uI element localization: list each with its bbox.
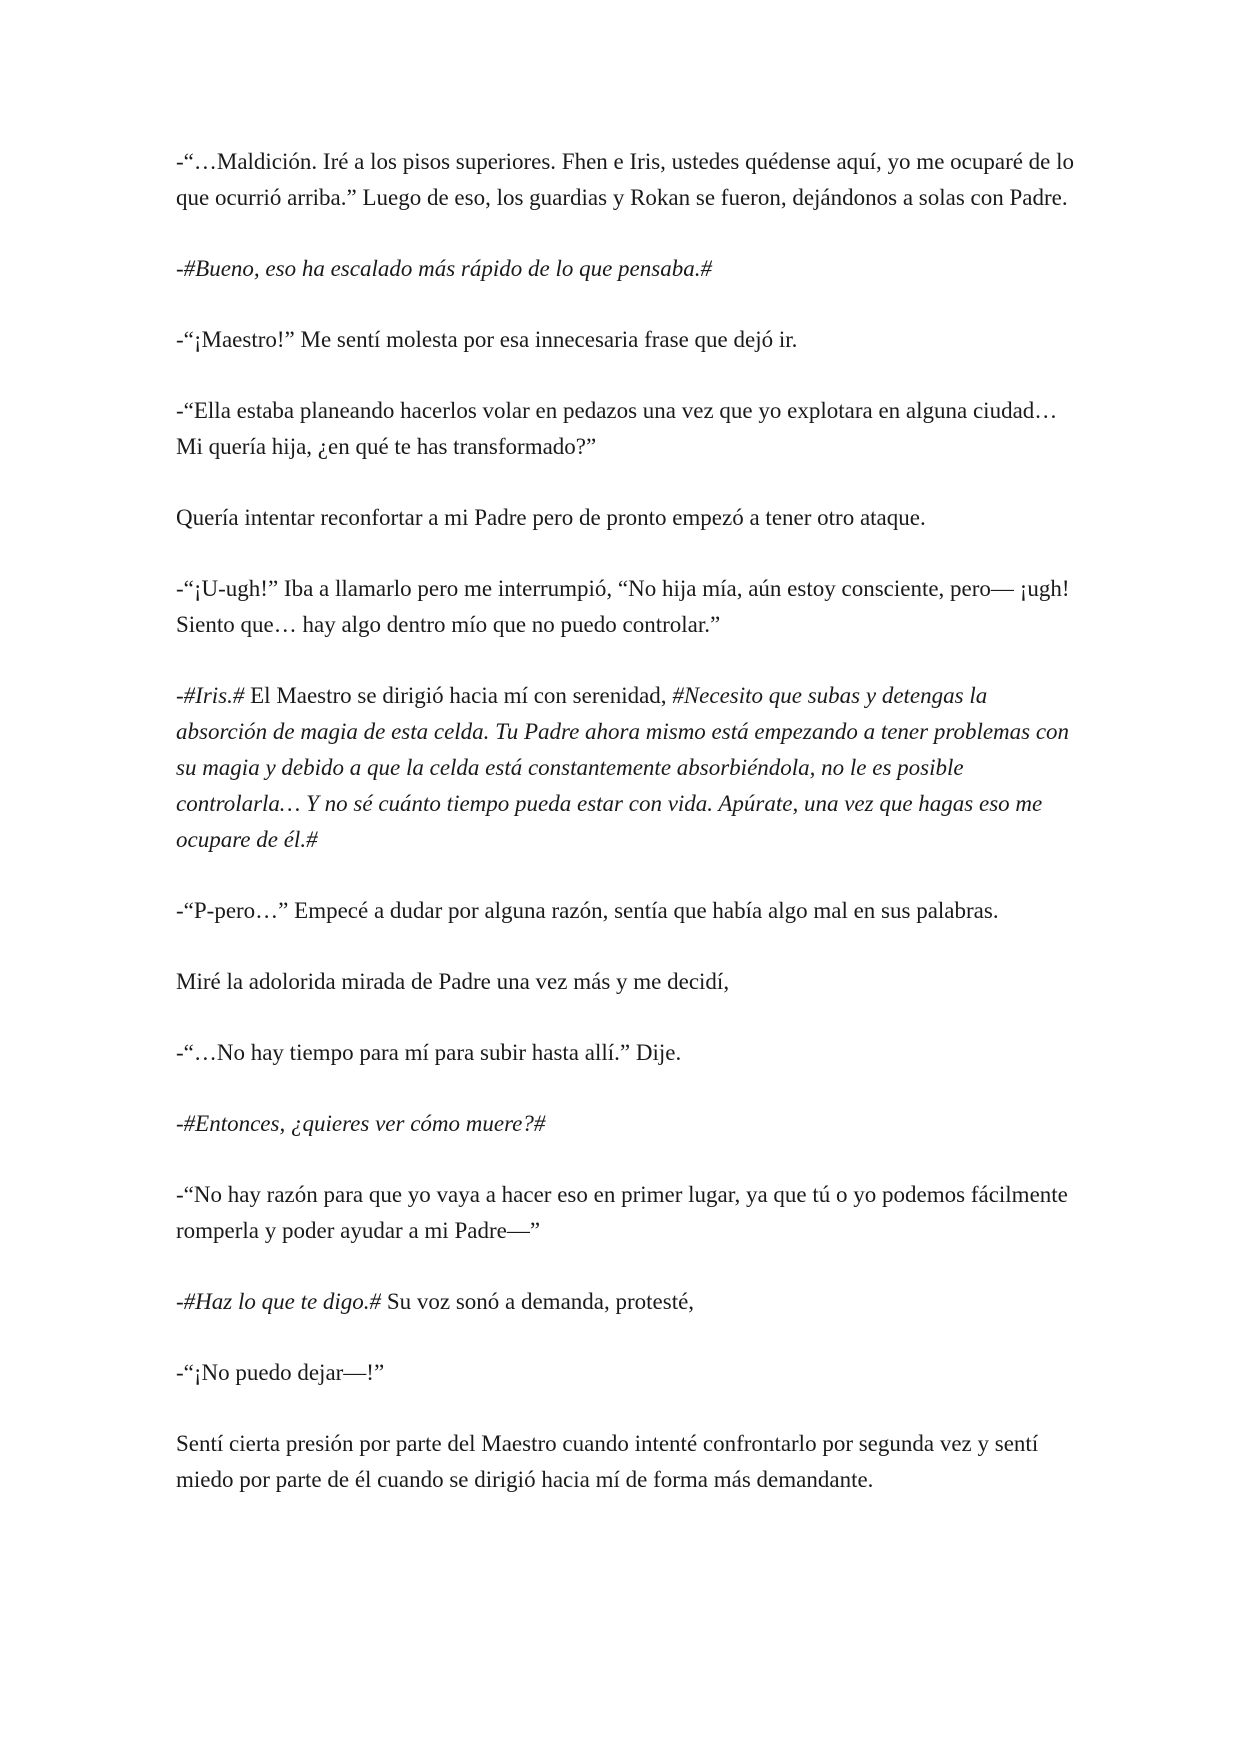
paragraph-text: -“P-pero…” Empecé a dudar por alguna razón, sentía que había algo mal en sus palabras. <box>176 898 999 923</box>
paragraph-text: -“…Maldición. Iré a los pisos superiores. Fhen e Iris, ustedes quédense aquí, yo me ocuparé de lo que ocurrió arriba.” Luego de eso, los guardias y Rokan se fueron, dejándonos a solas con Padre. <box>176 149 1075 210</box>
paragraph <box>176 1106 1076 1142</box>
body-text <box>176 144 1076 1533</box>
paragraph <box>176 500 1076 536</box>
paragraph-text: -“¡No puedo dejar—!” <box>176 1360 385 1385</box>
paragraph-text: -“¡U-ugh!” Iba a llamarlo pero me interrumpió, “No hija mía, aún estoy consciente, pero— ¡ugh! Siento que… hay algo dentro mío que no puedo controlar.” <box>176 576 1070 637</box>
paragraph-text: Sentí cierta presión por parte del Maestro cuando intenté confrontarlo por segunda vez y sentí miedo por parte de él cuando se dirigió hacia mí de forma más demandante. <box>176 1431 1039 1492</box>
paragraph <box>176 964 1076 1000</box>
paragraph-text: Miré la adolorida mirada de Padre una vez más y me decidí, <box>176 969 730 994</box>
paragraph <box>176 893 1076 929</box>
paragraph-text: Quería intentar reconfortar a mi Padre pero de pronto empezó a tener otro ataque. <box>176 505 926 530</box>
paragraph <box>176 1035 1076 1071</box>
paragraph-text: El Maestro se dirigió hacia mí con serenidad, <box>244 683 673 708</box>
paragraph <box>176 571 1076 643</box>
paragraph <box>176 144 1076 216</box>
paragraph <box>176 322 1076 358</box>
paragraph-text: -“Ella estaba planeando hacerlos volar en pedazos una vez que yo explotara en alguna ciudad… Mi quería hija, ¿en qué te has transformado?” <box>176 398 1058 459</box>
paragraph-text: -“…No hay tiempo para mí para subir hasta allí.” Dije. <box>176 1040 682 1065</box>
paragraph-text-italic: -#Iris.# <box>176 683 245 708</box>
paragraph-text-italic: #Necesito que subas y detengas la absorción de magia de esta celda. Tu Padre ahora mismo está empezando a tener problemas con su magia y debido a que la celda está constantemente absorbiéndola, no le es posible controlarla… Y no sé cuánto tiempo pueda estar con vida. Apúrate, una vez que hagas eso me ocupare de él.# <box>176 683 1070 852</box>
paragraph-text-italic: -#Entonces, ¿quieres ver cómo muere?# <box>176 1111 546 1136</box>
paragraph-text-italic: -#Haz lo que te digo.# <box>176 1289 382 1314</box>
paragraph <box>176 1426 1076 1498</box>
paragraph <box>176 678 1076 858</box>
paragraph-text: -“¡Maestro!” Me sentí molesta por esa innecesaria frase que dejó ir. <box>176 327 798 352</box>
paragraph <box>176 393 1076 465</box>
paragraph-text: Su voz sonó a demanda, protesté, <box>381 1289 695 1314</box>
paragraph <box>176 251 1076 287</box>
paragraph-text-italic: -#Bueno, eso ha escalado más rápido de lo que pensaba.# <box>176 256 712 281</box>
paragraph-text: -“No hay razón para que yo vaya a hacer eso en primer lugar, ya que tú o yo podemos fácilmente romperla y poder ayudar a mi Padre—” <box>176 1182 1068 1243</box>
paragraph <box>176 1355 1076 1391</box>
paragraph <box>176 1284 1076 1320</box>
paragraph <box>176 1177 1076 1249</box>
